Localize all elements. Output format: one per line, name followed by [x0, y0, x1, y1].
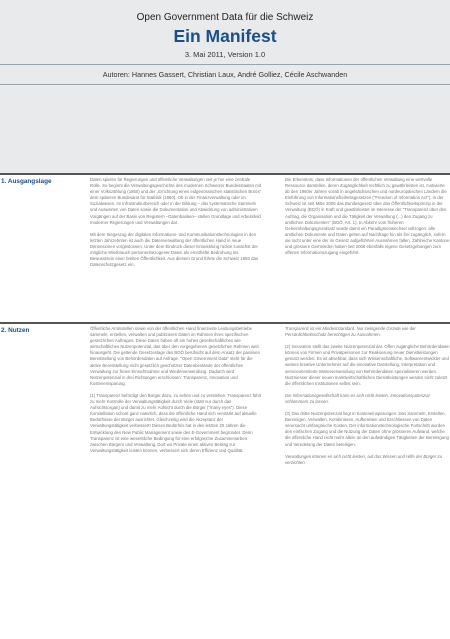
paragraph: Die Erkenntnis, dass Informationen der öffentlichen Verwaltung eine wertvolle Ressource darstellen, deren Zugänglichkeit rechtlich zu gewährleisten ist, motivierte ab den 1960er Jahren vorab in angelsächsischen und nordeuropäischen Ländern die Einführung von Informationsfreiheitsgesetzen ("Freedom of Information Act"). In der Schweiz ist seit Mitte 2006 das Bundesgesetz über das Öffentlichkeitsprinzip in der Verwaltung (BGÖ) in Kraft und gewährleistet im Interesse der "Transparenz über den Auftrag, die Organisation und die Tätigkeit der Verwaltung (...) den Zugang zu amtlichen Dokumenten" (BGÖ, Art. 1). In Abkehr vom früheren Geheimhaltungsgrundsatz wurde damit ein Paradigmenwechsel vollzogen: alle amtlichen Dokumente und Daten gelten auf Nachfrage hin als frei zugänglich, sofern sie nicht unter eine der im Gesetz aufgeführten Ausnahmen fallen. Zahlreiche Kantone und grössere Gemeinden haben seit 2006 ebenfalls eigene Gesetzgebungen zum offenen Informationszugang eingeführt. [285, 177, 450, 256]
paragraph: (3) Das dritte Nutzenpotenzial liegt in Kosteneinsparungen. Das Sammeln, Erstellen, Bereinigen, Verwalten, Kombinieren, Aufbereiten und Erschliessen von Daten verursacht umfangreiche Kosten. Der informationstechnologische Fortschritt wurden den einfachen Zugang und die Nutzung der Daten ohne grösseren Aufwand, welche die öffentliche Hand nicht mehr allein an den aufwändigen Tätigkeiten der Bereinigung und Veredelung der Daten beteiligen. [285, 411, 449, 447]
header-divider-top [0, 64, 450, 65]
section-heading: 1. Ausgangslage [1, 178, 52, 185]
section-divider [0, 173, 450, 175]
paragraph: (2) Innovation stellt das zweite Nutzenpotenzial dar. Offen zugängliche Behördendaten können von Firmen und Privatpersonen zur Realisierung neuer Dienstleistungen genutzt werden. Es ist absehbar, dass sich Wissenschaftliche, Softwareentwickler und weitere kreative Unternehmer auf die innovative Darstellung, Interpretation und serviceorientierte Weiterverwendung von Behördendaten spezialisieren werden. Nutzniesser dieser neuen marktwirtschaftlichen Dienstleistungen werden nicht zuletzt die öffentlichen Institutionen selbst sein. [285, 344, 450, 386]
section-divider [0, 322, 450, 324]
section-2-left-column [90, 326, 262, 460]
section-2-right-column [285, 326, 450, 472]
document-kicker: Open Government Data für die Schweiz [136, 12, 314, 23]
authors-line: Autoren: Hannes Gassert, Christian Laux, André Golliez, Cécile Aschwanden [102, 70, 348, 79]
paragraph: Die Informationsgesellschaft kann es sich nicht leisten, Innovationspotenzial schlummern zu lassen. [285, 392, 430, 404]
paragraph: Öffentliche Amtsstellen sowie von der öffentlichen Hand finanzierte Leistungsbetriebe sammeln, erstellen, verwalten und publizieren Daten im Rahmen ihres spezifischen gesetzlichen Auftrages. Diese Daten haben oft ein hohes gesellschaftliches wie wirtschaftliches Nutzenpotenzial, das über den vorgegebenen gesetzlichen Rahmen weit hinausgeht. Die geltende Gesetzeslage des BGÖ berufsicht auf dem Ansatz der passiven Bereitstellung von Behördendaten auf Anfrage. "Open Government Data" steht für die aktive Bereitstellung nicht gesetzlich geschützter Datenbestände der öffentlichen Verwaltung zur freien Einsichtnahme und Wiederverwendung. Dadurch wird Nutzenpotenzial in drei Richtungen erschlossen: Transparenz, Innovation und Kosteneinsparung. [90, 326, 261, 386]
section-heading: 2. Nutzen [1, 327, 30, 334]
document-title: Ein Manifest [173, 26, 277, 46]
paragraph: (1) Transparenz befördigt den Bürger dazu, zu sehen und zu verstehen. Transparenz führt zu mehr Kontrolle der Verwaltungstätigkeit durch Viele (statt nur durch das Aufsichtsorgan) und damit zu mehr Aufsicht durch die Bürger ("many eyes"). Diese Konstellation schont ganz natürlich, dass die öffentliche Hand sich verstärkt auf aktuelle Bedürfnisse der Bürger ausrichtet. Gleichzeitig wird die Akzeptanz der Verwaltungstätigkeit verbessert! Dieses Bedürfnis hat in den letzten 20 Jahren die Entwicklung des New Public Management sowie des E-Government begründet. Denn Transparenz ist eine wesentliche Bedingung für eine erfolgreiche Zusammenarbeit zwischen Bürgern und Verwaltung. Dort wo Private einen aktiven Beitrag zur Verwaltungstätigkeit leisten können, verbessert sich deren Effizienz und Qualität. [90, 392, 262, 453]
section-1-right-column [285, 177, 450, 262]
date-version: 3. Mai 2011, Version 1.0 [184, 50, 266, 59]
paragraph: Transparenz ist ein Mindeststandard. Nur zwingende Gründe wie der Persönlichkeitsschutz berechtigen zu Ausnahmen. [285, 326, 416, 338]
paragraph: Mit dem Siegeszug der digitalen Informations- und Kommunikationstechnologien in den letzten Jahrzehnten ist auch die Datenverwaltung der öffentlichen Hand in neue Dimensionen vorgestossen. Unter dem Eindruck dieser Entwicklung rückte zunächst der mögliche Missbrauch personenbezogener Daten als ernsthafte Bedrohung ins Bewusstsein einer breiten Öffentlichkeit. Aus diesem Grund führte die Schweiz 1993 das Datenschutzgesetz ein. [90, 231, 259, 268]
header-band [0, 0, 450, 174]
section-1-left-column [90, 177, 262, 274]
paragraph: Daten spielen für Regierungen und öffentliche Verwaltungen seit je her eine zentrale Rolle. So beginnt die Verwaltungsgeschichte des modernen Schweizer Bundesstaates mit einer Volkszählung (1850) und der „Errichtung eines eidgenössischen statistischen Büros" dem späteren Bundesamt für Statistik (1860). Ob in der Finanzverwaltung oder im Sozialwesen, im Infrastrukturbereich oder in der Bildung – das systematische Sammeln und Auswerten von Daten sowie die Dokumentation und Abwicklung von administrativen Vorgängen auf der Basis von Registern –Datenbanken– stellen Grundlage und Arbeitsfeld moderner Regierungen und Verwaltungen dar. [90, 177, 262, 225]
header-divider-bottom [0, 84, 450, 85]
paragraph: Verwaltungen können es sich nicht leisten, auf das Wissen und Hilfe der Bürger zu verzichten. [285, 453, 442, 465]
